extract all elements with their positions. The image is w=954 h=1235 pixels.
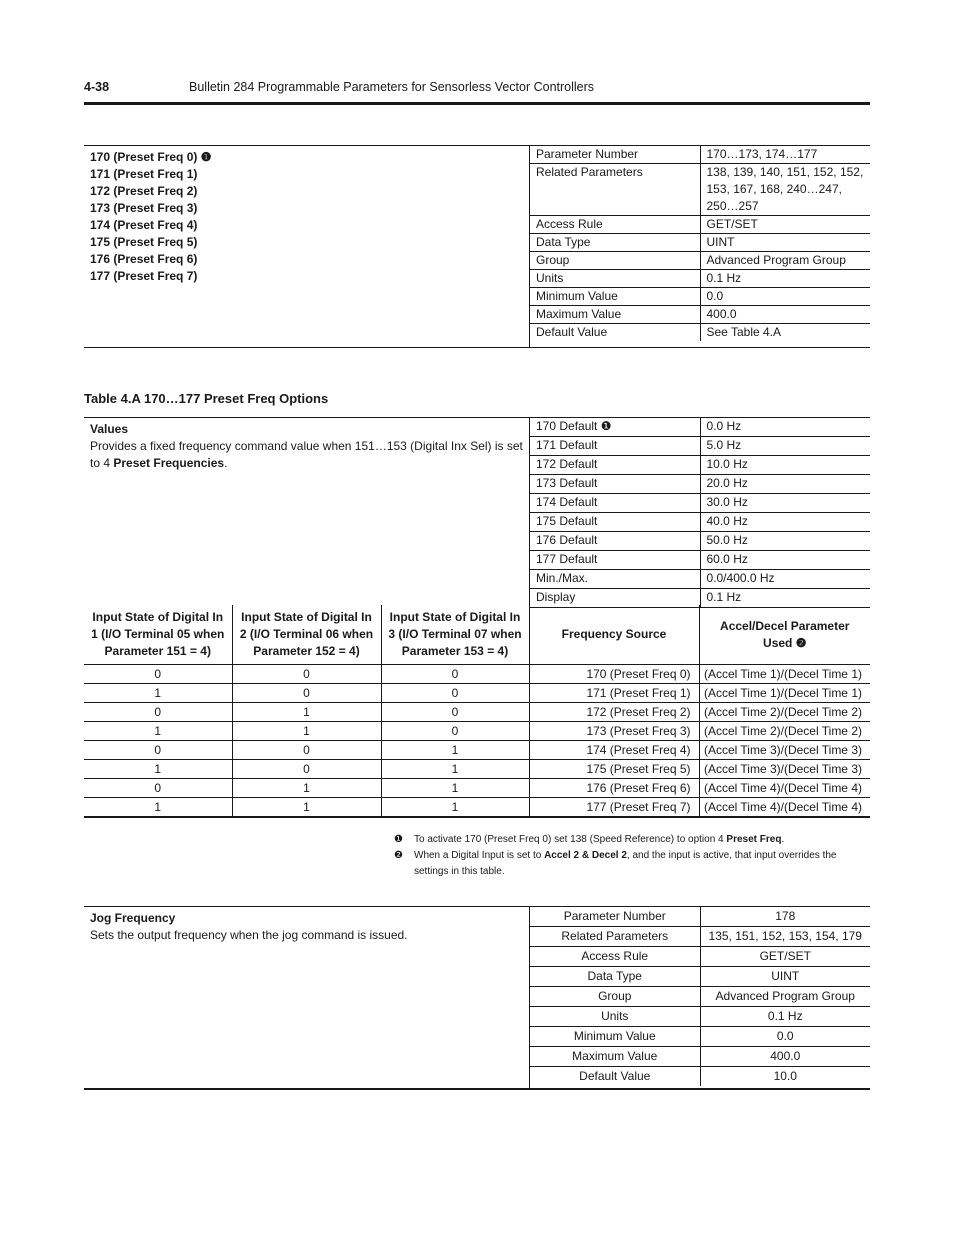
default-key: 176 Default <box>530 532 700 551</box>
table-cell: 0 <box>232 684 381 703</box>
footnote-text-option: Preset Freq <box>726 834 782 845</box>
footnote-text-end: , and the input is active, that input overrides the settings in this table. <box>414 850 837 877</box>
table-row <box>84 779 870 798</box>
property-row <box>530 947 870 967</box>
table-cell: (Accel Time 1)/(Decel Time 1) <box>699 665 870 684</box>
property-row <box>530 907 870 927</box>
property-key: Related Parameters <box>530 164 700 216</box>
table-cell: 1 <box>232 798 381 818</box>
table-row <box>84 798 870 818</box>
default-value: 5.0 Hz <box>700 437 870 456</box>
jog-description <box>90 910 524 944</box>
property-value: 0.1 Hz <box>700 270 870 288</box>
property-value: GET/SET <box>700 947 870 967</box>
default-values-table <box>530 418 870 608</box>
property-row <box>530 164 870 216</box>
property-value: 138, 139, 140, 151, 152, 152, 153, 167, 168, 240…247, 250…257 <box>700 164 870 216</box>
input-state-table <box>84 605 870 818</box>
property-key: Access Rule <box>530 947 700 967</box>
property-row <box>530 927 870 947</box>
property-row <box>530 252 870 270</box>
footnote-text <box>414 848 864 879</box>
table-cell: 1 <box>84 798 232 818</box>
table-cell: 0 <box>84 779 232 798</box>
default-value: 0.0/400.0 Hz <box>700 570 870 589</box>
default-key: 172 Default <box>530 456 700 475</box>
default-row <box>530 494 870 513</box>
table-cell: 1 <box>84 684 232 703</box>
param-name: 175 (Preset Freq 5) <box>90 235 198 249</box>
default-row <box>530 456 870 475</box>
property-row <box>530 216 870 234</box>
property-value: 0.1 Hz <box>700 1007 870 1027</box>
preset-freq-name-list <box>90 149 211 285</box>
preset-freq-properties <box>530 146 870 341</box>
default-key: Min./Max. <box>530 570 700 589</box>
default-key: 171 Default <box>530 437 700 456</box>
param-name: 173 (Preset Freq 3) <box>90 201 198 215</box>
default-value: 60.0 Hz <box>700 551 870 570</box>
property-key: Default Value <box>530 324 700 342</box>
param-name: 172 (Preset Freq 2) <box>90 184 198 198</box>
property-row <box>530 987 870 1007</box>
table-cell: (Accel Time 3)/(Decel Time 3) <box>699 741 870 760</box>
property-key: Data Type <box>530 967 700 987</box>
property-value: 400.0 <box>700 306 870 324</box>
table-row <box>84 684 870 703</box>
property-row <box>530 306 870 324</box>
property-row <box>530 234 870 252</box>
default-row <box>530 513 870 532</box>
table-cell: (Accel Time 3)/(Decel Time 3) <box>699 760 870 779</box>
table-cell: (Accel Time 2)/(Decel Time 2) <box>699 722 870 741</box>
values-heading: Values <box>90 422 129 436</box>
footnote-text-option: Accel 2 & Decel 2 <box>544 850 627 861</box>
property-value: See Table 4.A <box>706 325 782 339</box>
property-value: 0.0 <box>700 1027 870 1047</box>
table-cell: 0 <box>381 665 529 684</box>
property-row <box>530 1027 870 1047</box>
property-key: Minimum Value <box>530 1027 700 1047</box>
table-cell: 1 <box>84 760 232 779</box>
table-cell: 0 <box>381 722 529 741</box>
table-cell: 0 <box>84 665 232 684</box>
column-header: Frequency Source <box>529 605 699 665</box>
property-key: Units <box>530 270 700 288</box>
table-cell: 171 (Preset Freq 1) <box>529 684 699 703</box>
property-key: Maximum Value <box>530 1047 700 1067</box>
jog-heading: Jog Frequency <box>90 911 176 925</box>
column-header: Accel/Decel Parameter Used ❷ <box>699 605 870 665</box>
default-row <box>530 437 870 456</box>
property-row <box>530 324 870 342</box>
property-key: Group <box>530 252 700 270</box>
footnote-text-main: To activate 170 (Preset Freq 0) set 138 (Speed Reference) to option 4 <box>414 834 724 845</box>
table-cell: 1 <box>381 760 529 779</box>
table-cell: (Accel Time 2)/(Decel Time 2) <box>699 703 870 722</box>
property-key: Minimum Value <box>530 288 700 306</box>
default-value: 0.1 Hz <box>700 589 870 608</box>
values-description <box>90 421 524 472</box>
header-rule <box>84 102 870 105</box>
table-caption: Table 4.A 170…177 Preset Freq Options <box>84 391 329 406</box>
default-key: 170 Default ❶ <box>530 418 700 437</box>
property-value: 135, 151, 152, 153, 154, 179 <box>700 927 870 947</box>
running-header-title: Bulletin 284 Programmable Parameters for Sensorless Vector Controllers <box>189 80 595 94</box>
default-row <box>530 570 870 589</box>
footnote-text-end: . <box>781 834 785 845</box>
table-row <box>84 760 870 779</box>
property-row <box>530 288 870 306</box>
footnotes <box>394 832 870 880</box>
table-cell: 1 <box>381 779 529 798</box>
table-cell: 170 (Preset Freq 0) <box>529 665 699 684</box>
table-cell: 1 <box>381 741 529 760</box>
table-cell: (Accel Time 4)/(Decel Time 4) <box>699 779 870 798</box>
table-cell: 174 (Preset Freq 4) <box>529 741 699 760</box>
default-value: 30.0 Hz <box>700 494 870 513</box>
table-cell: (Accel Time 4)/(Decel Time 4) <box>699 798 870 818</box>
jog-properties <box>530 907 870 1086</box>
table-cell: 177 (Preset Freq 7) <box>529 798 699 818</box>
table-cell: 0 <box>232 760 381 779</box>
default-value: 50.0 Hz <box>700 532 870 551</box>
table-cell: 175 (Preset Freq 5) <box>529 760 699 779</box>
default-value: 20.0 Hz <box>700 475 870 494</box>
property-key: Access Rule <box>530 216 700 234</box>
property-value: 178 <box>700 907 870 927</box>
table-cell: 0 <box>232 665 381 684</box>
table-row <box>84 722 870 741</box>
page-number: 4-38 <box>84 80 110 94</box>
property-row <box>530 1067 870 1087</box>
table-cell: 1 <box>381 798 529 818</box>
table-cell: 176 (Preset Freq 6) <box>529 779 699 798</box>
table-cell: 0 <box>381 684 529 703</box>
table-row <box>84 665 870 684</box>
property-value: UINT <box>700 967 870 987</box>
values-text-end: . <box>224 456 228 470</box>
default-row <box>530 551 870 570</box>
table-cell: 1 <box>232 703 381 722</box>
property-key: Data Type <box>530 234 700 252</box>
property-value: GET/SET <box>700 216 870 234</box>
property-value: 170…173, 174…177 <box>700 146 870 164</box>
property-key: Maximum Value <box>530 306 700 324</box>
table-cell: 1 <box>232 779 381 798</box>
param-name: 177 (Preset Freq 7) <box>90 269 198 283</box>
param-name: 171 (Preset Freq 1) <box>90 167 198 181</box>
table-row <box>84 741 870 760</box>
property-value: Advanced Program Group <box>700 252 870 270</box>
default-value: 10.0 Hz <box>700 456 870 475</box>
footnote-marker: ❶ <box>394 834 403 845</box>
table-cell: 173 (Preset Freq 3) <box>529 722 699 741</box>
property-key: Default Value <box>530 1067 700 1087</box>
property-value: 10.0 <box>773 1069 797 1083</box>
property-row <box>530 270 870 288</box>
values-text <box>90 438 524 472</box>
property-value: Advanced Program Group <box>700 987 870 1007</box>
table-cell: 0 <box>84 703 232 722</box>
table-header-row <box>84 605 870 665</box>
table-row <box>84 703 870 722</box>
table-cell: 1 <box>232 722 381 741</box>
property-row <box>530 1047 870 1067</box>
property-key: Parameter Number <box>530 146 700 164</box>
property-row <box>530 146 870 164</box>
table-cell: (Accel Time 1)/(Decel Time 1) <box>699 684 870 703</box>
default-row <box>530 475 870 494</box>
default-key: 177 Default <box>530 551 700 570</box>
default-row <box>530 418 870 437</box>
default-key: 173 Default <box>530 475 700 494</box>
param-name: 174 (Preset Freq 4) <box>90 218 198 232</box>
block-bottom-rule <box>84 347 870 348</box>
values-text-main: Provides a fixed frequency command value when 151…153 (Digital Inx Sel) is set to 4 <box>90 439 523 470</box>
column-header: Input State of Digital In 1 (I/O Terminal 05 when Parameter 151 = 4) <box>84 605 232 665</box>
table-cell: 0 <box>84 741 232 760</box>
table-cell: 0 <box>232 741 381 760</box>
values-text-option: Preset Frequencies <box>113 456 225 470</box>
table-cell: 172 (Preset Freq 2) <box>529 703 699 722</box>
default-value: 0.0 Hz <box>700 418 870 437</box>
footnote-text <box>414 832 864 848</box>
default-value: 40.0 Hz <box>700 513 870 532</box>
property-key: Parameter Number <box>530 907 700 927</box>
property-row <box>530 1007 870 1027</box>
default-key: 175 Default <box>530 513 700 532</box>
property-value: 0.0 <box>700 288 870 306</box>
param-name: 176 (Preset Freq 6) <box>90 252 198 266</box>
table-cell: 0 <box>381 703 529 722</box>
column-header: Input State of Digital In 2 (I/O Terminal 06 when Parameter 152 = 4) <box>232 605 381 665</box>
footnote-marker: ❷ <box>394 850 403 861</box>
default-row <box>530 532 870 551</box>
property-key: Units <box>530 1007 700 1027</box>
table-cell: 1 <box>84 722 232 741</box>
default-key: 174 Default <box>530 494 700 513</box>
column-header: Input State of Digital In 3 (I/O Terminal 07 when Parameter 153 = 4) <box>381 605 529 665</box>
footnote <box>394 848 870 880</box>
footnote <box>394 832 870 848</box>
param-name: 170 (Preset Freq 0) ❶ <box>90 150 212 164</box>
default-key: Display <box>530 589 700 608</box>
property-row <box>530 967 870 987</box>
jog-text: Sets the output frequency when the jog command is issued. <box>90 928 408 942</box>
property-key: Group <box>530 987 700 1007</box>
property-value: 400.0 <box>700 1047 870 1067</box>
property-value: UINT <box>700 234 870 252</box>
property-key: Related Parameters <box>530 927 700 947</box>
block-bottom-rule <box>84 1088 870 1090</box>
footnote-text-main: When a Digital Input is set to <box>414 850 542 861</box>
